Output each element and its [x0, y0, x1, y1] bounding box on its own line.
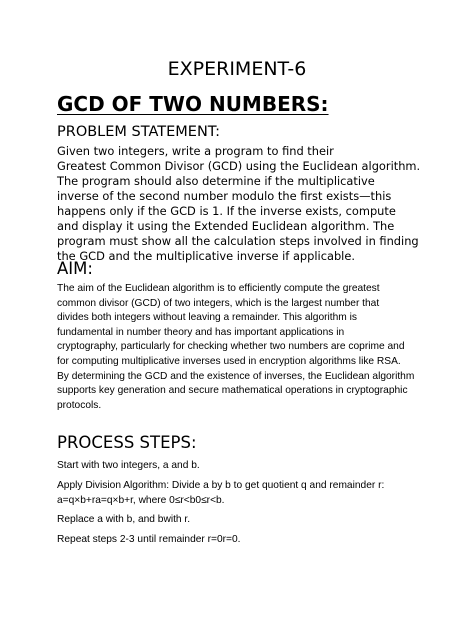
text-line: By determining the GCD and the existence of inverses, the Euclidean algorithm: [57, 370, 415, 382]
text-line: divides both integers without leaving a remainder. This algorithm is: [57, 312, 357, 324]
process-step-3: Replace a with b, and bwith r.: [57, 514, 191, 525]
text-line: protocols.: [57, 399, 102, 411]
text-line: cryptography, particularly for checking whether two numbers are coprime and: [57, 341, 405, 353]
text-line: common divisor (GCD) of two integers, which is the largest number that: [57, 297, 380, 309]
text-line: and display it using the Extended Euclidean algorithm. The: [57, 219, 395, 233]
text-line: Apply Division Algorithm: Divide a by b to get quotient q and remainder r:: [57, 480, 385, 491]
text-line: program must show all the calculation steps involved in finding: [57, 234, 419, 248]
text-line: The aim of the Euclidean algorithm is to efficiently compute the greatest: [57, 283, 380, 294]
text-line: happens only if the GCD is 1. If the inverse exists, compute: [57, 204, 396, 218]
text-line: supports key generation and secure mathematical operations in cryptographic: [57, 385, 408, 397]
process-step-1: Start with two integers, a and b.: [57, 460, 200, 471]
main-heading: GCD OF TWO NUMBERS:: [57, 92, 329, 116]
document-title: EXPERIMENT-6: [167, 58, 307, 80]
problem-statement-text: [57, 144, 457, 264]
process-step-4: Repeat steps 2-3 until remainder r=0r=0.: [57, 534, 241, 545]
aim-text: [57, 282, 457, 413]
text-line: inverse of the second number modulo the first exists—this: [57, 189, 392, 203]
text-line: Greatest Common Divisor (GCD) using the Euclidean algorithm.: [57, 159, 421, 173]
process-step-2: [57, 479, 384, 508]
text-line: fundamental in number theory and has important applications in: [57, 326, 345, 338]
process-steps-heading: PROCESS STEPS:: [57, 433, 197, 452]
problem-statement-heading: PROBLEM STATEMENT:: [57, 124, 220, 140]
text-line: for computing multiplicative inverses used in encryption algorithms like RSA.: [57, 355, 401, 367]
text-line: a=q×b+ra=q×b+r, where 0≤r<b0≤r<b.: [57, 494, 225, 506]
text-line: the GCD and the multiplicative inverse if applicable.: [57, 249, 355, 263]
text-line: The program should also determine if the multiplicative: [57, 174, 375, 188]
aim-heading: AIM:: [57, 259, 93, 278]
text-line: Given two integers, write a program to find their: [57, 144, 334, 158]
